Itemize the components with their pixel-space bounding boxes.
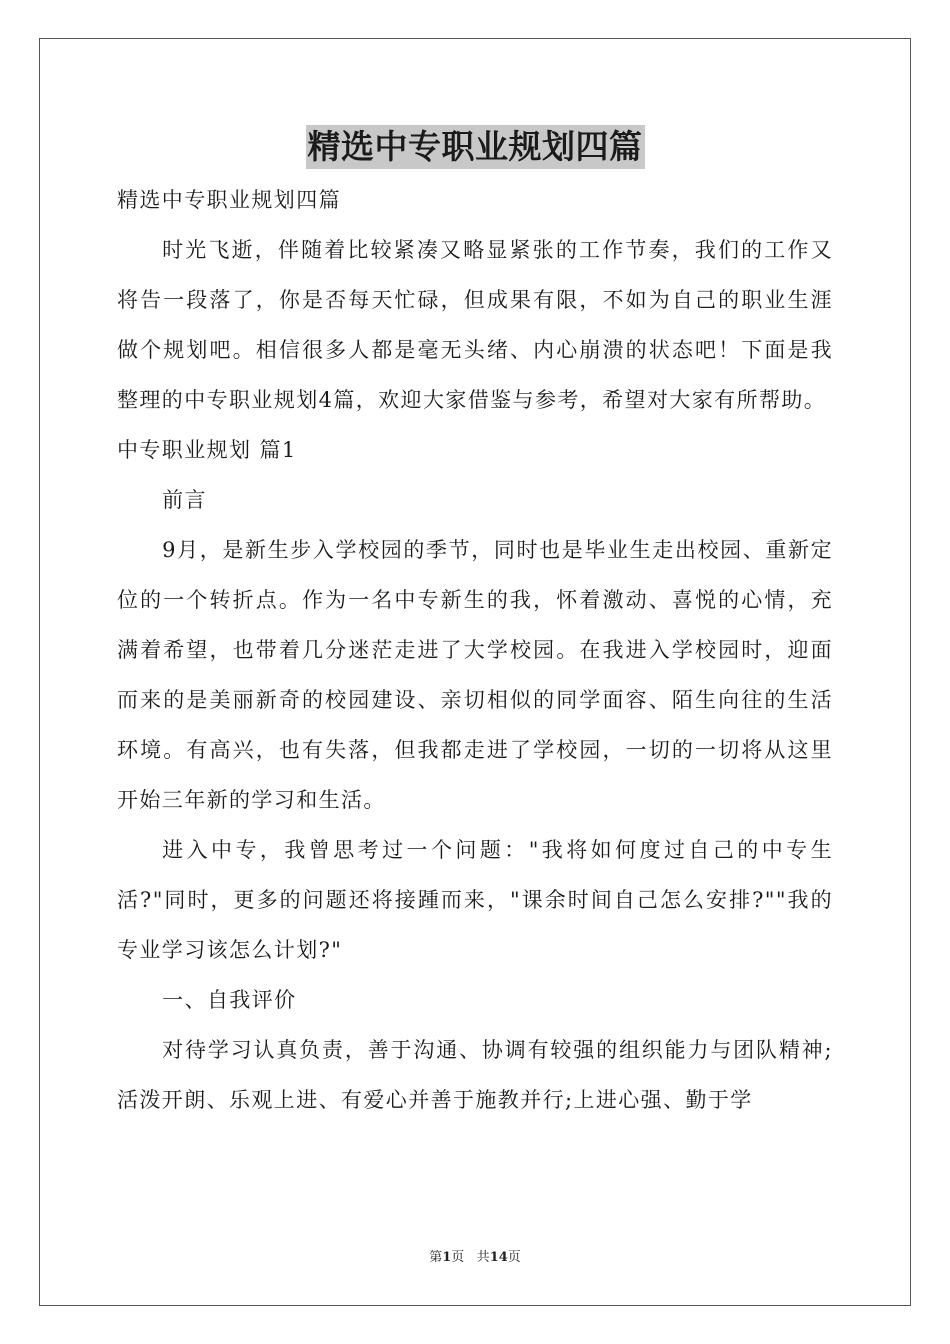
paragraph-questions: 进入中专，我曾思考过一个问题："我将如何度过自己的中专生活?"同时，更多的问题还将接踵而来，"课余时间自己怎么安排?""我的专业学习该怎么计划?": [117, 838, 833, 962]
footer-page-prefix: 第: [429, 1250, 443, 1265]
subtitle-line: 精选中专职业规划四篇: [117, 188, 341, 212]
footer-total-prefix: 共: [476, 1250, 490, 1265]
section-heading: 中专职业规划 篇1: [117, 438, 297, 462]
document-title-text: 精选中专职业规划四篇: [306, 125, 645, 169]
intro-paragraph: 时光飞逝，伴随着比较紧凑又略显紧张的工作节奏，我们的工作又将告一段落了，你是否每天忙碌，但成果有限，不如为自己的职业生涯做个规划吧。相信很多人都是毫无头绪、内心崩溃的状态吧！下面是我整理的中专职业规划4篇，欢迎大家借鉴与参考，希望对大家有所帮助。: [117, 238, 833, 412]
paragraph-september: 9月，是新生步入学校园的季节，同时也是毕业生走出校园、重新定位的一个转折点。作为一名中专新生的我，怀着激动、喜悦的心情，充满着希望，也带着几分迷茫走进了大学校园。在我进入学校园时，迎面而来的是美丽新奇的校园建设、亲切相似的同学面容、陌生向往的生活环境。有高兴，也有失落，但我都走进了学校园，一切的一切将从这里开始三年新的学习和生活。: [117, 538, 833, 812]
preface-label: 前言: [162, 488, 207, 512]
footer-total-suffix: 页: [507, 1250, 521, 1265]
paragraph-self-evaluation: 对待学习认真负责，善于沟通、协调有较强的组织能力与团队精神;活泼开朗、乐观上进、有爱心并善于施教并行;上进心强、勤于学: [117, 1038, 833, 1112]
document-title: [117, 125, 833, 171]
page-footer: [0, 1246, 950, 1265]
footer-page-number: 1: [442, 1250, 452, 1265]
footer-page-suffix: 页: [451, 1250, 465, 1265]
self-evaluation-heading: 一、自我评价: [162, 988, 297, 1012]
footer-total-pages: 14: [489, 1250, 508, 1265]
document-body: [117, 125, 833, 1125]
